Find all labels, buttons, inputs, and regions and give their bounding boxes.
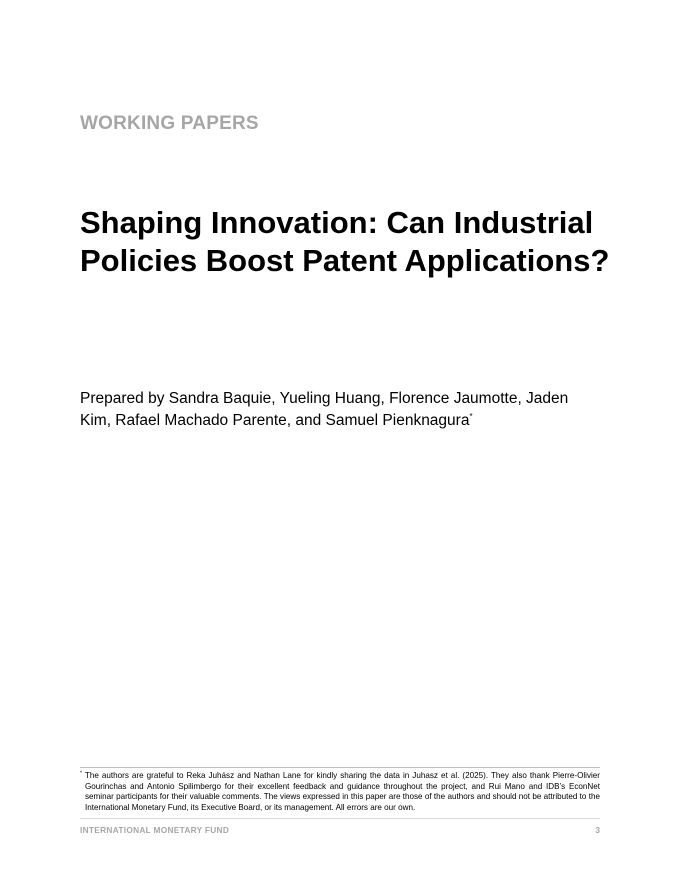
footnote-reference[interactable]: * <box>469 411 473 421</box>
series-label: WORKING PAPERS <box>80 113 259 134</box>
footer-divider <box>80 818 600 819</box>
footnote <box>80 771 600 813</box>
footnote-divider <box>80 767 600 768</box>
paper-title: Shaping Innovation: Can Industrial Policies Boost Patent Applications? <box>80 205 610 278</box>
page-number: 3 <box>595 825 600 835</box>
footnote-marker: * <box>80 770 82 777</box>
footnote-text: The authors are grateful to Reka Juhász and Nathan Lane for kindly sharing the data in Juhasz et al. (2025). They also thank Pierre-Olivier Gourinchas and Antonio Spilimbergo for their excellent feedback and guidance throughout the project, and Rui Mano and IDB’s EconNet seminar participants for their valuable comments. The views expressed in this paper are those of the authors and should not be attributed to the International Monetary Fund, its Executive Board, or its management. All errors are our own. <box>84 771 601 812</box>
author-byline <box>80 388 600 432</box>
footer-organization: INTERNATIONAL MONETARY FUND <box>80 825 230 835</box>
author-list: Prepared by Sandra Baquie, Yueling Huang, Florence Jaumotte, Jaden Kim, Rafael Machado Parente, and Samuel Pienknagura <box>80 390 569 429</box>
